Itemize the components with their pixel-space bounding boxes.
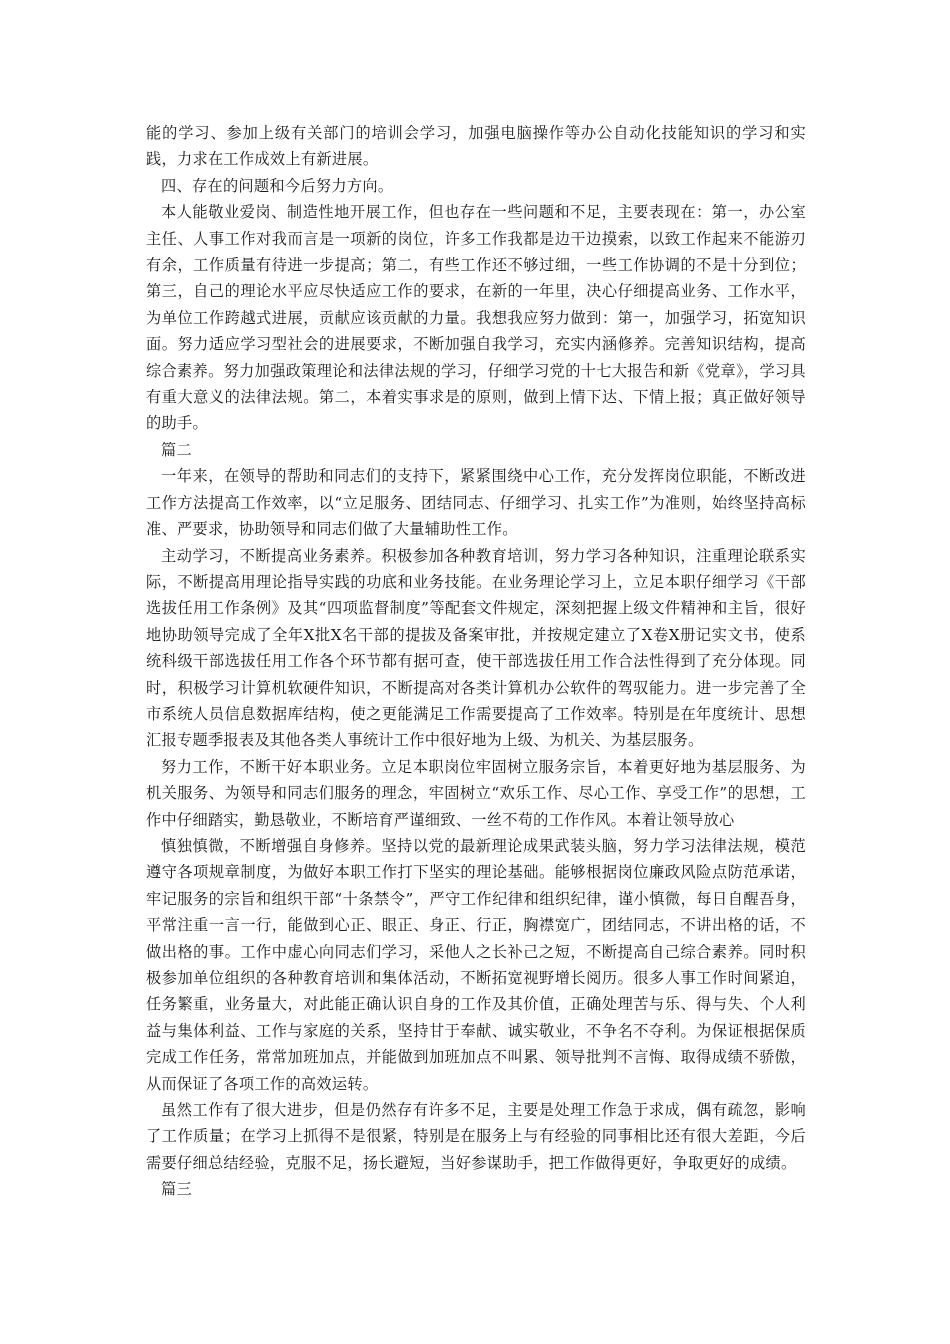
paragraph-shortcomings: 虽然工作有了很大进步，但是仍然存有许多不足，主要是处理工作急于求成，偶有疏忽，影响了工作质量；在学习上抓得不是很紧，特别是在服务上与有经验的同事相比还有很大差距，今后需要仔细总结经验，克服不足，扬长避短，当好参谋助手，把工作做得更好，争取更好的成绩。 — [146, 1101, 806, 1172]
document-body — [146, 120, 806, 1203]
section-heading-problems: 四、存在的问题和今后努力方向。 — [161, 176, 394, 195]
section-title-part-two: 篇二 — [161, 440, 192, 459]
paragraph-continuation: 能的学习、参加上级有关部门的培训会学习，加强电脑操作等办公自动化技能知识的学习和实践，力求在工作成效上有新进展。 — [146, 124, 806, 169]
paragraph-intro: 一年来，在领导的帮助和同志们的支持下，紧紧围绕中心工作，充分发挥岗位职能，不断改进工作方法提高工作效率，以“立足服务、团结同志、仔细学习、扎实工作”为准则，始终坚持高标准、严要求，协助领导和同志们做了大量辅助性工作。 — [146, 467, 806, 539]
paragraph-self-discipline: 慎独慎微，不断增强自身修养。坚持以党的最新理论成果武装头脑，努力学习法律法规，模范遵守各项规章制度，为做好本职工作打下坚实的理论基础。能够根据岗位廉政风险点防范承诺，牢记服务的宗旨和组织干部“十条禁令”，严守工作纪律和组织纪律，谨小慎微，每日自醒吾身，平常注重一言一行，能做到心正、眼正、身正、行正，胸襟宽广，团结同志，不讲出格的话，不做出格的事。工作中虚心向同志们学习，采他人之长补己之短，不断提高自己综合素养。同时积极参加单位组织的各种教育培训和集体活动，不断拓宽视野增长阅历。很多人事工作时间紧迫，任务繁重，业务量大，对此能正确认识自身的工作及其价值，正确处理苦与乐、得与失、个人利益与集体利益、工作与家庭的关系，坚持甘于奉献、诚实敬业，不争名不夺利。为保证根据保质完成工作任务，常常加班加点，并能做到加班加点不叫累、领导批判不言悔、取得成绩不骄傲，从而保证了各项工作的高效运转。 — [146, 836, 806, 1093]
paragraph-study: 主动学习，不断提高业务素养。积极参加各种教育培训，努力学习各种知识，注重理论联系实际，不断提高用理论指导实践的功底和业务技能。在业务理论学习上，立足本职仔细学习《干部选拔任用工作条例》及其“四项监督制度”等配套文件规定，深刻把握上级文件精神和主旨，很好地协助领导完成了全年X批X名干部的提拔及备案审批，并按规定建立了X卷X册记实文书，使系统科级干部选拔任用工作各个环节都有据可查，使干部选拔任用工作合法性得到了充分体现。同时，积极学习计算机软硬件知识，不断提高对各类计算机办公软件的驾驭能力。进一步完善了全市系统人员信息数据库结构，使之更能满足工作需要提高了工作效率。特别是在年度统计、思想汇报专题季报表及其他各类人事统计工作中很好地为上级、为机关、为基层服务。 — [146, 546, 806, 750]
section-title-part-three: 篇三 — [161, 1180, 192, 1199]
paragraph-work: 努力工作，不断干好本职业务。立足本职岗位牢固树立服务宗旨，本着更好地为基层服务、为机关服务、为领导和同志们服务的理念，牢固树立“欢乐工作、尽心工作、享受工作”的思想，工作中仔细踏实，勤恳敬业，不断培育严谨细致、一丝不苟的工作作风。本着让领导放心 — [146, 757, 806, 829]
paragraph-problems: 本人能敬业爱岗、制造性地开展工作，但也存在一些问题和不足，主要表现在：第一，办公室主任、人事工作对我而言是一项新的岗位，许多工作我都是边干边摸索，以致工作起来不能游刃有余，工作质量有待进一步提高；第二，有些工作还不够过细，一些工作协调的不是十分到位；第三，自己的理论水平应尽快适应工作的要求，在新的一年里，决心仔细提高业务、工作水平，为单位工作跨越式进展，贡献应该贡献的力量。我想我应努力做到：第一，加强学习，拓宽知识面。努力适应学习型社会的进展要求，不断加强自我学习，充实内涵修养。完善知识结构，提高综合素养。努力加强政策理论和法律法规的学习，仔细学习党的十七大报告和新《党章》，学习具有重大意义的法律法规。第二，本着实事求是的原则，做到上情下达、下情上报；真正做好领导的助手。 — [146, 203, 806, 433]
